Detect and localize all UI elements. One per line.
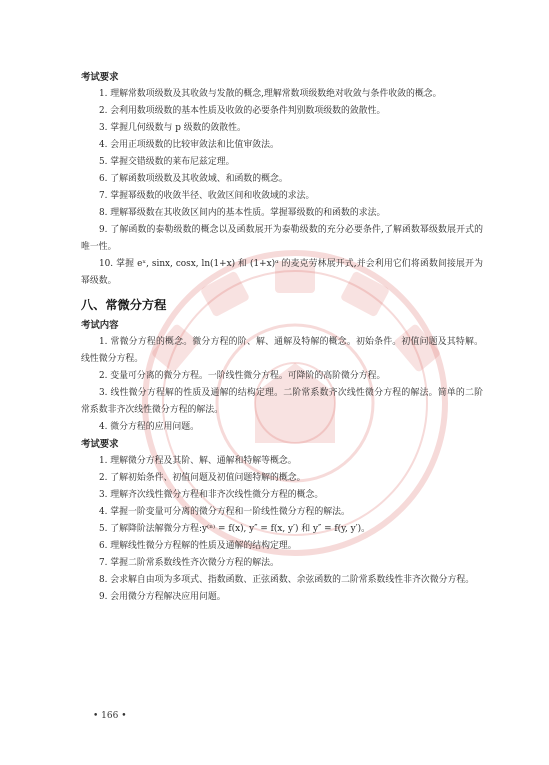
requirement-item: 3. 掌握几何级数与 p 级数的敛散性。 xyxy=(99,123,246,133)
requirement-item: 6. 理解线性微分方程解的性质及通解的结构定理。 xyxy=(99,541,297,551)
requirement-item: 5. 掌握交错级数的莱布尼兹定理。 xyxy=(99,157,235,167)
requirement-item: 8. 理解幂级数在其收敛区间内的基本性质。掌握幂级数的和函数的求法。 xyxy=(99,208,386,218)
requirement-item: 7. 掌握幂级数的收敛半径、收敛区间和收敛域的求法。 xyxy=(99,191,315,201)
content-heading: 考试内容 xyxy=(81,320,119,331)
requirement-item: 2. 会利用数项级数的基本性质及收敛的必要条件判别数项级数的敛散性。 xyxy=(99,106,386,116)
requirement-item: 10. 掌握 eˣ, sinx, cosx, ln(1+x) 和 (1+x)ᵅ 的麦克劳林展开式,并会利用它们将函数间接展开为幂级数。 xyxy=(81,259,483,286)
requirement-item: 7. 掌握二阶常系数线性齐次微分方程的解法。 xyxy=(99,558,279,568)
content-item: 4. 微分方程的应用问题。 xyxy=(99,422,200,432)
requirement-item: 9. 了解函数的泰勒级数的概念以及函数展开为泰勒级数的充分必要条件,了解函数幂级数展开式的唯一性。 xyxy=(81,225,483,252)
page-content xyxy=(81,69,483,606)
content-item: 2. 变量可分离的微分方程。一阶线性微分方程。可降阶的高阶微分方程。 xyxy=(99,371,386,381)
requirements-heading: 考试要求 xyxy=(81,439,119,450)
requirement-item: 4. 掌握一阶变量可分离的微分方程和一阶线性微分方程的解法。 xyxy=(99,507,350,517)
requirement-item: 1. 理解常数项级数及其收敛与发散的概念,理解常数项级数绝对收敛与条件收敛的概念。 xyxy=(99,89,442,99)
requirements-heading: 考试要求 xyxy=(81,72,119,83)
requirement-item: 2. 了解初始条件、初值问题及初值问题特解的概念。 xyxy=(99,473,306,483)
requirement-item: 6. 了解函数项级数及其收敛域、和函数的概念。 xyxy=(99,174,288,184)
requirement-item: 4. 会用正项级数的比较审敛法和比值审敛法。 xyxy=(99,140,279,150)
requirement-item: 9. 会用微分方程解决应用问题。 xyxy=(99,592,226,602)
section-title: 八、常微分方程 xyxy=(81,298,167,312)
page-number: • 166 • xyxy=(93,711,127,721)
requirement-item: 5. 了解降阶法解微分方程:y⁽ⁿ⁾ = f(x), y″ = f(x, y′) 和 y″ = f(y, y′)。 xyxy=(99,524,370,534)
requirement-item: 1. 理解微分方程及其阶、解、通解和特解等概念。 xyxy=(99,456,297,466)
requirement-item: 8. 会求解自由项为多项式、指数函数、正弦函数、余弦函数的二阶常系数线性非齐次微分方程。 xyxy=(99,575,475,585)
requirement-item: 3. 理解齐次线性微分方程和非齐次线性微分方程的概念。 xyxy=(99,490,324,500)
content-item: 1. 常微分方程的概念。微分方程的阶、解、通解及特解的概念。初始条件。初值问题及其特解。线性微分方程。 xyxy=(81,337,483,364)
content-item: 3. 线性微分方程解的性质及通解的结构定理。二阶常系数齐次线性微分方程的解法。简单的二阶常系数非齐次线性微分方程的解法。 xyxy=(81,388,483,415)
